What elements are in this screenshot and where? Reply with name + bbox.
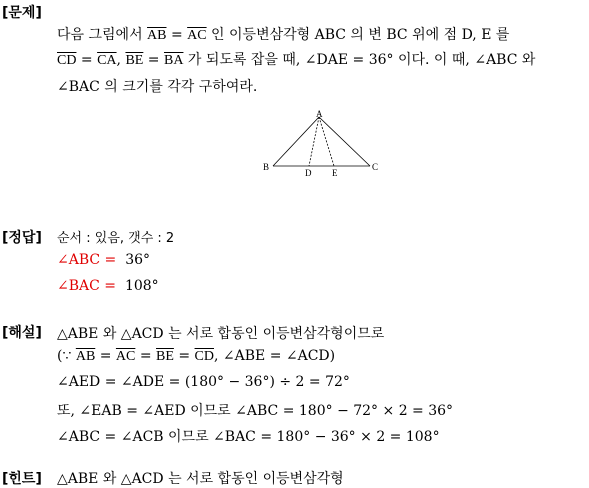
segment-cd: $\overline{CD}$ xyxy=(57,53,77,68)
problem-line-3: ∠BAC 의 크기를 각각 구하여라. xyxy=(57,79,258,95)
problem-line-2: $\overline{CD} = \overline{CA}$, $\overline{BE} = \overline{BA}$ 가 되도록 잡을 때, ∠DAE = 36° 이다. 이 때, ∠ABC 와 xyxy=(57,52,536,68)
point-e-label: E xyxy=(332,168,338,178)
triangle-figure xyxy=(255,108,390,180)
segment-ab: $\overline{AB}$ xyxy=(147,28,167,43)
vertex-a-label: A xyxy=(316,109,323,119)
side-ab xyxy=(273,117,319,166)
segment-ad xyxy=(309,117,319,166)
solution-line-5: ∠ABC = ∠ACB 이므로 ∠BAC = 180° − 36° × 2 = 108° xyxy=(57,429,440,445)
vertex-c-label: C xyxy=(372,162,379,172)
hint-line-1: △ABE 와 △ACD 는 서로 합동인 이등변삼각형 xyxy=(57,471,344,487)
solution-line-2: (∵ $\overline{AB} = \overline{AC} = \overline{BE} = \overline{CD}$, ∠ABE = ∠ACD) xyxy=(57,348,336,364)
hint-label: [힌트] xyxy=(2,471,42,487)
segment-ba: $\overline{BA}$ xyxy=(163,53,184,68)
problem-label: [문제] xyxy=(2,5,42,21)
vertex-b-label: B xyxy=(263,162,270,172)
solution-line-3: ∠AED = ∠ADE = (180° − 36°) ÷ 2 = 72° xyxy=(57,374,350,390)
solution-line-4: 또, ∠EAB = ∠AED 이므로 ∠ABC = 180° − 72° × 2 = 36° xyxy=(57,403,454,419)
point-d-label: D xyxy=(305,168,312,178)
answer-1: ∠ABC = 36° xyxy=(57,252,151,268)
answer-2: ∠BAC = 108° xyxy=(57,278,159,294)
segment-ca: $\overline{CA}$ xyxy=(97,53,117,68)
answer-label: [정답] xyxy=(2,230,42,246)
solution-label: [해설] xyxy=(2,325,42,341)
answer-meta: 순서 : 있음, 갯수 : 2 xyxy=(57,231,175,246)
segment-ac: $\overline{AC}$ xyxy=(187,28,207,43)
solution-line-1: △ABE 와 △ACD 는 서로 합동인 이등변삼각형이므로 xyxy=(57,326,385,342)
segment-be: $\overline{BE}$ xyxy=(125,53,144,68)
problem-line-1: 다음 그림에서 $\overline{AB} = \overline{AC}$ 인 이등변삼각형 ABC 의 변 BC 위에 점 D, E 를 xyxy=(57,27,510,43)
